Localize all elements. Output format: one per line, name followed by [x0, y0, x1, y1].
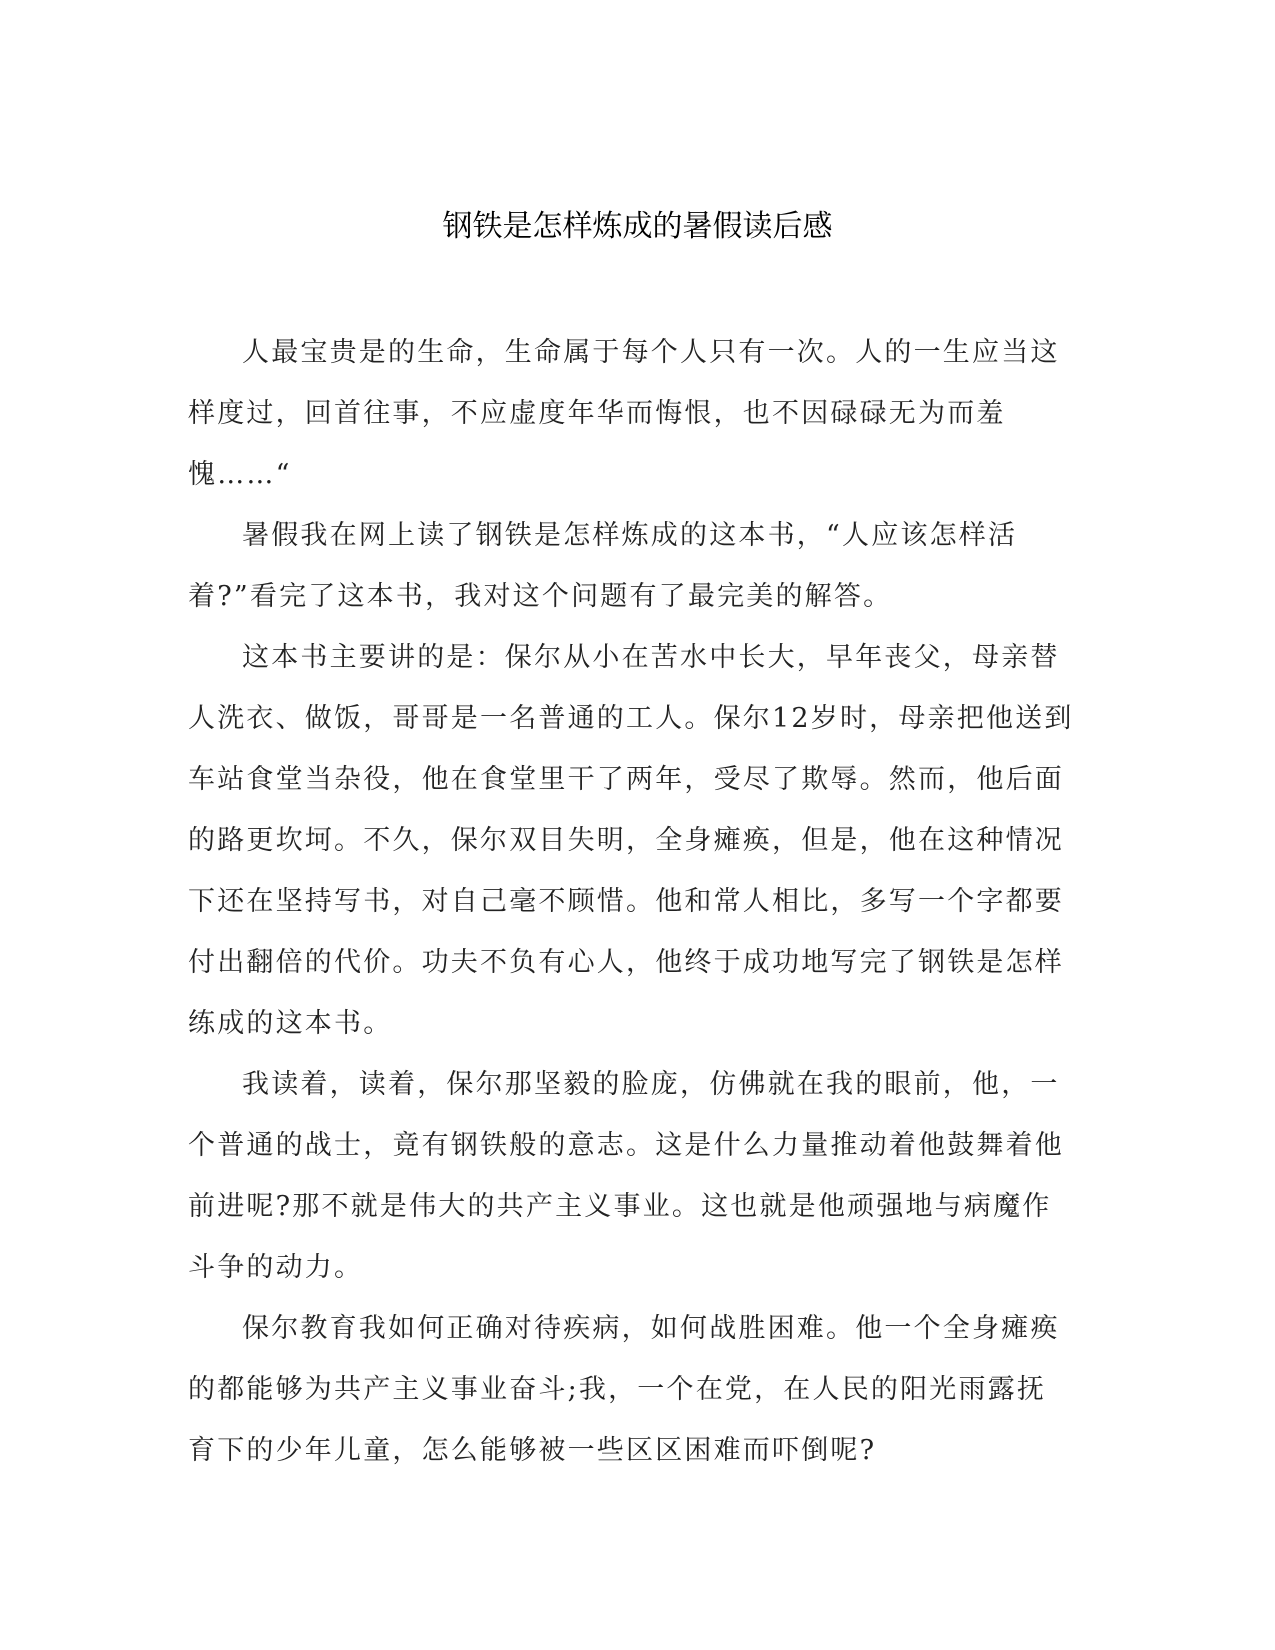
paragraph: 人最宝贵是的生命，生命属于每个人只有一次。人的一生应当这样度过，回首往事，不应虚度年华而悔恨，也不因碌碌无为而羞愧……“: [188, 337, 1060, 490]
document-body: [188, 322, 1074, 1481]
paragraph: 这本书主要讲的是：保尔从小在苦水中长大，早年丧父，母亲替人洗衣、做饭，哥哥是一名普通的工人。保尔12岁时，母亲把他送到车站食堂当杂役，他在食堂里干了两年，受尽了欺辱。然而，他后面的路更坎坷。不久，保尔双目失明，全身瘫痪，但是，他在这种情况下还在坚持写书，对自己毫不顾惜。他和常人相比，多写一个字都要付出翻倍的代价。功夫不负有心人，他终于成功地写完了钢铁是怎样练成的这本书。: [188, 642, 1074, 1039]
paragraph: 暑假我在网上读了钢铁是怎样炼成的这本书，“人应该怎样活着?”看完了这本书，我对这个问题有了最完美的解答。: [188, 520, 1018, 612]
paragraph: 保尔教育我如何正确对待疾病，如何战胜困难。他一个全身瘫痪的都能够为共产主义事业奋斗;我，一个在党，在人民的阳光雨露抚育下的少年儿童，怎么能够被一些区区困难而吓倒呢?: [188, 1313, 1060, 1466]
document-title: 钢铁是怎样炼成的暑假读后感: [442, 209, 833, 244]
paragraph: 我读着，读着，保尔那坚毅的脸庞，仿佛就在我的眼前，他，一个普通的战士，竟有钢铁般的意志。这是什么力量推动着他鼓舞着他前进呢?那不就是伟大的共产主义事业。这也就是他顽强地与病魔作斗争的动力。: [188, 1069, 1064, 1283]
